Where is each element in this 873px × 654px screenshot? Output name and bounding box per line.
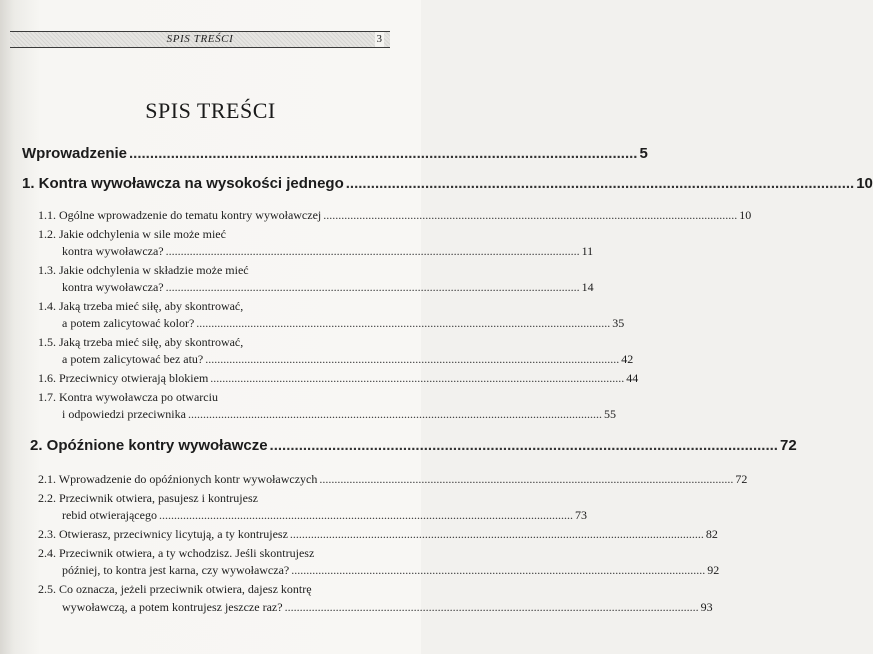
toc-entry-1-5-line-2[interactable]: [62, 352, 634, 367]
toc-entry-chapter-2[interactable]: [30, 437, 797, 454]
leader-dots: ..........................................................................................................................................: [158, 508, 573, 522]
section-title-continued: a potem zalicytować kolor?: [62, 316, 195, 330]
section-page: 11: [581, 244, 594, 258]
toc-entry-page: 5: [639, 145, 648, 162]
section-page: 93: [700, 600, 713, 614]
toc-entry-1-6[interactable]: [38, 371, 639, 386]
section-number: 2.3.: [38, 527, 56, 541]
running-header-title: SPIS TREŚCI: [166, 33, 234, 45]
section-number: 2.1.: [38, 472, 56, 486]
leader-dots: ..........................................................................................................................................: [165, 280, 580, 294]
leader-dots: ..........................................................................................................................................: [187, 407, 602, 421]
toc-entry-2-3[interactable]: [38, 527, 718, 542]
leader-dots: ..........................................................................................................................................: [323, 208, 738, 222]
toc-entry-page: 72: [779, 437, 797, 454]
section-title: Jaką trzeba mieć siłę, aby skontrować,: [59, 335, 244, 349]
section-page: 14: [581, 280, 594, 294]
section-title-continued: kontra wywoławcza?: [62, 244, 164, 258]
toc-entry-1-7-line-1[interactable]: [38, 390, 218, 405]
section-title: Jakie odchylenia w sile może mieć: [59, 227, 226, 241]
toc-entry-1-3-line-2[interactable]: [62, 280, 594, 295]
section-number: 1.6.: [38, 371, 56, 385]
toc-entry-chapter-1[interactable]: [22, 175, 873, 192]
section-number: 1.7.: [38, 390, 56, 404]
leader-dots: ..........................................................................................................................................: [205, 352, 620, 366]
section-number: 1.5.: [38, 335, 56, 349]
toc-entry-1-2-line-1[interactable]: [38, 227, 226, 242]
leader-dots: ..........................................................................................................................: [345, 175, 855, 192]
toc-entry-2-4-line-1[interactable]: [38, 546, 314, 561]
section-title: Ogólne wprowadzenie do tematu kontry wywoławczej: [59, 208, 322, 222]
section-page: 42: [621, 352, 634, 366]
running-header: [10, 31, 390, 48]
section-title: Kontra wywoławcza po otwarciu: [59, 390, 218, 404]
section-number: 1.2.: [38, 227, 56, 241]
toc-entry-2-1[interactable]: [38, 472, 748, 487]
section-title: Wprowadzenie do opóźnionych kontr wywoławczych: [58, 472, 318, 486]
section-title-continued: a potem zalicytować bez atu?: [62, 352, 204, 366]
leader-dots: ..........................................................................................................................................: [319, 472, 734, 486]
section-title-continued: kontra wywoławcza?: [62, 280, 164, 294]
section-title-continued: wywoławczą, a potem kontrujesz jeszcze raz?: [62, 600, 283, 614]
leader-dots: ..........................................................................................................................................: [165, 244, 580, 258]
toc-entry-1-4-line-2[interactable]: [62, 316, 625, 331]
leader-dots: ..........................................................................................................................: [269, 437, 778, 454]
leader-dots: ..........................................................................................................................: [129, 145, 638, 162]
section-number: 2.2.: [38, 491, 56, 505]
section-page: 35: [612, 316, 625, 330]
section-title: Co oznacza, jeżeli przeciwnik otwiera, dajesz kontrę: [59, 582, 312, 596]
toc-entry-1-7-line-2[interactable]: [62, 407, 616, 422]
section-page: 44: [626, 371, 639, 385]
toc-entry-1-1[interactable]: [38, 208, 752, 223]
toc-entry-1-4-line-1[interactable]: [38, 299, 243, 314]
toc-entry-1-2-line-2[interactable]: [62, 244, 594, 259]
section-title: Jaką trzeba mieć siłę, aby skontrować,: [59, 299, 244, 313]
section-page: 92: [707, 563, 720, 577]
section-number: 1.1.: [38, 208, 56, 222]
toc-entry-1-3-line-1[interactable]: [38, 263, 249, 278]
toc-entry-label: 2. Opóźnione kontry wywoławcze: [30, 437, 268, 454]
section-title: Przeciwnik otwiera, pasujesz i kontrujesz: [59, 491, 258, 505]
section-title: Otwierasz, przeciwnicy licytują, a ty kontrujesz: [59, 527, 288, 541]
section-page: 82: [705, 527, 718, 541]
section-title: Jakie odchylenia w składzie może mieć: [59, 263, 249, 277]
section-title: Przeciwnicy otwierają blokiem: [59, 371, 209, 385]
section-number: 1.3.: [38, 263, 56, 277]
section-title-continued: później, to kontra jest karna, czy wywoławcza?: [62, 563, 290, 577]
toc-entry-label: 1. Kontra wywoławcza na wysokości jednego: [22, 175, 344, 192]
section-page: 10: [739, 208, 752, 222]
toc-entry-2-2-line-2[interactable]: [62, 508, 587, 523]
toc-entry-2-4-line-2[interactable]: [62, 563, 720, 578]
section-number: 2.5.: [38, 582, 56, 596]
toc-entry-1-5-line-1[interactable]: [38, 335, 243, 350]
leader-dots: ..........................................................................................................................................: [289, 527, 704, 541]
leader-dots: ..........................................................................................................................................: [210, 371, 625, 385]
section-number: 2.4.: [38, 546, 56, 560]
toc-entry-introduction[interactable]: [22, 145, 648, 162]
leader-dots: ..........................................................................................................................................: [284, 600, 699, 614]
toc-entry-2-2-line-1[interactable]: [38, 491, 258, 506]
toc-entry-page: 10: [856, 175, 873, 192]
section-title-continued: rebid otwierającego: [62, 508, 157, 522]
section-title-continued: i odpowiedzi przeciwnika: [62, 407, 186, 421]
section-page: 72: [735, 472, 748, 486]
running-header-page-number: 3: [376, 33, 382, 45]
toc-entry-label: Wprowadzenie: [22, 145, 128, 162]
section-page: 73: [574, 508, 587, 522]
section-page: 55: [603, 407, 616, 421]
toc-entry-2-5-line-1[interactable]: [38, 582, 312, 597]
leader-dots: ..........................................................................................................................................: [291, 563, 706, 577]
section-number: 1.4.: [38, 299, 56, 313]
leader-dots: ..........................................................................................................................................: [196, 316, 611, 330]
section-title: Przeciwnik otwiera, a ty wchodzisz. Jeśli skontrujesz: [59, 546, 315, 560]
toc-title: SPIS TREŚCI: [145, 98, 276, 123]
toc-entry-2-5-line-2[interactable]: [62, 600, 713, 615]
